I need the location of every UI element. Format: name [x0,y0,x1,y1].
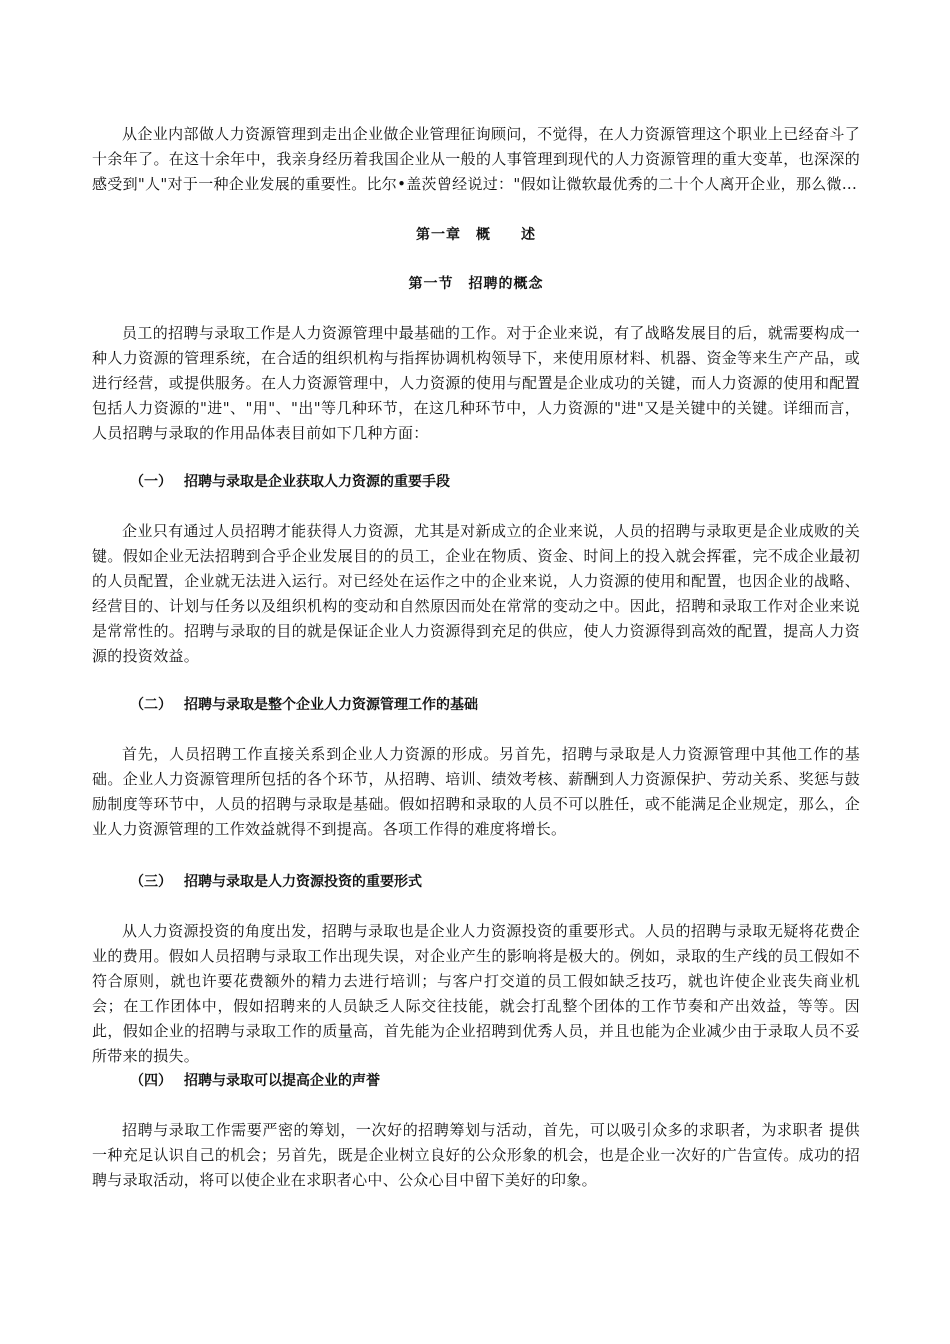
point-3-heading [92,870,860,895]
section-intro-paragraph: 员工的招聘与录取工作是人力资源管理中最基础的工作。对于企业来说，有了战略发展目的后，就需要构成一种人力资源的管理系统，在合适的组织机构与指挥协调机构领导下，来使用原材料、机器、资金等来生产产品，或进行经营，或提供服务。在人力资源管理中，人力资源的使用与配置是企业成功的关键，而人力资源的使用和配置包括人力资源的"进"、"用"、"出"等几种环节，在这几种环节中，人力资源的"进"又是关键中的关键。详细而言，人员招聘与录取的作用品体表目前如下几种方面： [92,324,860,442]
point-1-number: （一） [130,474,172,490]
point-2-heading [92,693,860,718]
point-2-number: （二） [130,697,172,713]
point-1-body: 企业只有通过人员招聘才能获得人力资源，尤其是对新成立的企业来说，人员的招聘与录取更是企业成败的关键。假如企业无法招聘到合乎企业发展目的的员工，企业在物质、资金、时间上的投入就会挥霍，完不成企业最初的人员配置，企业就无法进入运行。对已经处在运作之中的企业来说，人力资源的使用和配置，也因企业的战略、经营目的、计划与任务以及组织机构的变动和自然原因而处在常常的变动之中。因此，招聘和录取工作对企业来说是常常性的。招聘与录取的目的就是保证企业人力资源得到充足的供应，使人力资源得到高效的配置，提高人力资源的投资效益。 [92,522,860,665]
point-4-body: 招聘与录取工作需要严密的筹划，一次好的招聘筹划与活动，首先，可以吸引众多的求职者，为求职者 提供一种充足认识自己的机会；另首先，既是企业树立良好的公众形象的机会，也是企业一次好的广告宣传。成功的招聘与录取活动，将可以使企业在求职者心中、公众心目中留下美好的印象。 [92,1121,860,1189]
point-4-heading [92,1069,860,1094]
point-2-body: 首先，人员招聘工作直接关系到企业人力资源的形成。另首先，招聘与录取是人力资源管理中其他工作的基础。企业人力资源管理所包括的各个环节，从招聘、培训、绩效考核、薪酬到人力资源保护、劳动关系、奖惩与鼓励制度等环节中，人员的招聘与录取是基础。假如招聘和录取的人员不可以胜任，或不能满足企业规定，那么，企业人力资源管理的工作效益就得不到提高。各项工作得的难度将增长。 [92,745,860,838]
intro-paragraph: 从企业内部做人力资源管理到走出企业做企业管理征询顾问，不觉得，在人力资源管理这个职业上已经奋斗了十余年了。在这十余年中，我亲身经历着我国企业从一般的人事管理到现代的人力资源管理的重大变革，也深深的感受到"人"对于一种企业发展的重要性。比尔•盖茨曾经说过："假如让微软最优秀的二十个人离开企业，那么微... [92,125,860,193]
section-title: 第一节 招聘的概念 [408,276,544,292]
document-page [92,122,860,1193]
point-2-title: 招聘与录取是整个企业人力资源管理工作的基础 [184,697,478,713]
point-3-body: 从人力资源投资的角度出发，招聘与录取也是企业人力资源投资的重要形式。人员的招聘与录取无疑将花费企业的费用。假如人员招聘与录取工作出现失误，对企业产生的影响将是极大的。例如，录取的生产线的员工假如不符合原则，就也许要花费额外的精力去进行培训；与客户打交道的员工假如缺乏技巧，就也许使企业丧失商业机会；在工作团体中，假如招聘来的人员缺乏人际交往技能，就会打乱整个团体的工作节奏和产出效益，等等。因此，假如企业的招聘与录取工作的质量高，首先能为企业招聘到优秀人员，并且也能为企业减少由于录取人员不妥所带来的损失。 [92,922,860,1065]
point-3-title: 招聘与录取是人力资源投资的重要形式 [184,874,422,890]
point-1-heading [92,470,860,495]
point-4-number: （四） [130,1073,172,1089]
point-4-title: 招聘与录取可以提高企业的声誉 [184,1073,380,1089]
point-3-number: （三） [130,874,172,890]
point-1-title: 招聘与录取是企业获取人力资源的重要手段 [184,474,450,490]
chapter-title: 第一章 概 述 [416,227,536,243]
